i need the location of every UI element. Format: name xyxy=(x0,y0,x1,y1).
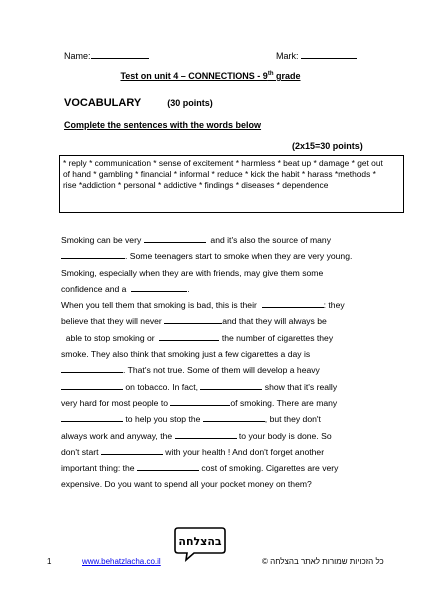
text-line xyxy=(61,476,361,492)
blank-field[interactable] xyxy=(164,314,222,324)
text-line xyxy=(61,379,361,395)
text-line xyxy=(61,297,361,313)
blank-field[interactable] xyxy=(61,363,123,373)
text: don't start xyxy=(61,446,99,457)
text: the number of cigarettes they xyxy=(221,332,334,343)
instruction: Complete the sentences with the words below xyxy=(64,120,262,130)
name-label: Name: xyxy=(64,51,91,61)
cloze-paragraph xyxy=(61,232,361,493)
text-line xyxy=(61,395,361,411)
blank-field[interactable] xyxy=(61,380,123,390)
text: show that it's really xyxy=(264,381,338,392)
text: smoke. They also think that smoking just a few cigarettes a day is xyxy=(61,349,311,360)
blank-field[interactable] xyxy=(61,412,123,422)
blank-field[interactable] xyxy=(175,429,237,439)
text: and it's also the source of many xyxy=(210,235,332,245)
text: very hard for most people to xyxy=(61,397,168,408)
vocabulary-heading xyxy=(64,97,213,109)
text-line xyxy=(61,444,361,460)
text-line xyxy=(61,248,361,264)
blank-field[interactable] xyxy=(200,380,262,390)
word-bank-line: of hand * gambling * financial * informal * reduce * kick the habit * harass *methods * xyxy=(63,169,376,179)
text: . That's not true. Some of them will develop a heavy xyxy=(123,365,320,376)
title-sup: th xyxy=(267,71,274,77)
text: confidence and a xyxy=(61,283,127,294)
blank-field[interactable] xyxy=(170,396,230,406)
text: and that they will always be xyxy=(222,316,327,327)
text-line xyxy=(61,460,361,476)
text-line xyxy=(61,411,361,427)
text: When you tell them that smoking is bad, this is their xyxy=(61,300,257,311)
text: believe that they will never xyxy=(61,316,162,327)
text-line xyxy=(61,232,361,248)
blank-field[interactable] xyxy=(262,298,324,308)
blank-field[interactable] xyxy=(203,412,265,422)
page-number: 1 xyxy=(47,557,52,566)
text: with your health ! And don't forget another xyxy=(165,446,325,457)
text-line xyxy=(61,362,361,378)
text: to your body is done. So xyxy=(238,430,332,441)
text-line xyxy=(61,428,361,444)
website-link[interactable]: www.behatzlacha.co.il xyxy=(82,557,161,566)
text: to help you stop the xyxy=(125,414,201,425)
mark-label-row xyxy=(276,50,357,61)
word-bank-line: rise *addiction * personal * addictive * findings * diseases * dependence xyxy=(63,180,329,190)
text: Smoking, especially when they are with friends, may give them some xyxy=(61,267,324,278)
title-suffix: grade xyxy=(273,71,301,81)
text-line xyxy=(61,313,361,329)
text: of smoking. There are many xyxy=(230,397,338,408)
text: , but they don't xyxy=(264,414,321,425)
text: Smoking can be very xyxy=(61,235,142,245)
text-line xyxy=(61,346,361,362)
blank-field[interactable] xyxy=(159,331,219,341)
blank-field[interactable] xyxy=(61,249,125,259)
behatzlacha-logo xyxy=(172,524,228,562)
word-bank xyxy=(59,155,404,213)
blank-field[interactable] xyxy=(144,233,206,243)
blank-field[interactable] xyxy=(131,282,190,294)
blank-field[interactable] xyxy=(101,445,163,455)
text: able to stop smoking or xyxy=(65,332,155,343)
score-formula: (2x15=30 points) xyxy=(292,141,363,151)
text: cost of smoking. Cigarettes are very xyxy=(201,463,339,474)
name-field[interactable] xyxy=(91,50,149,59)
text: on tobacco. In fact, xyxy=(125,381,199,392)
text-line xyxy=(61,265,361,281)
word-bank-line: * reply * communication * sense of excitement * harmless * beat up * damage * get out xyxy=(63,158,383,168)
logo-text: בהצלחה xyxy=(178,535,222,548)
text: : they xyxy=(323,300,345,311)
text: expensive. Do you want to spend all your pocket money on them? xyxy=(61,479,312,490)
text-line xyxy=(61,330,361,346)
vocabulary-label: VOCABULARY xyxy=(64,97,142,109)
copyright-text: כל הזכויות שמורות לאתר בהצלחה © xyxy=(262,557,384,566)
text: . xyxy=(187,283,190,294)
vocabulary-points: (30 points) xyxy=(167,98,213,108)
title-main: Test on unit 4 – CONNECTIONS - 9 xyxy=(120,71,268,81)
text: always work and anyway, the xyxy=(61,430,173,441)
mark-label: Mark: xyxy=(276,51,299,61)
text: . Some teenagers start to smoke when they are very young. xyxy=(125,251,353,262)
test-title xyxy=(0,71,421,81)
name-label-row xyxy=(64,50,149,61)
mark-field[interactable] xyxy=(301,50,357,59)
text-line xyxy=(61,281,361,297)
text: important thing: the xyxy=(61,463,135,474)
blank-field[interactable] xyxy=(137,461,199,471)
